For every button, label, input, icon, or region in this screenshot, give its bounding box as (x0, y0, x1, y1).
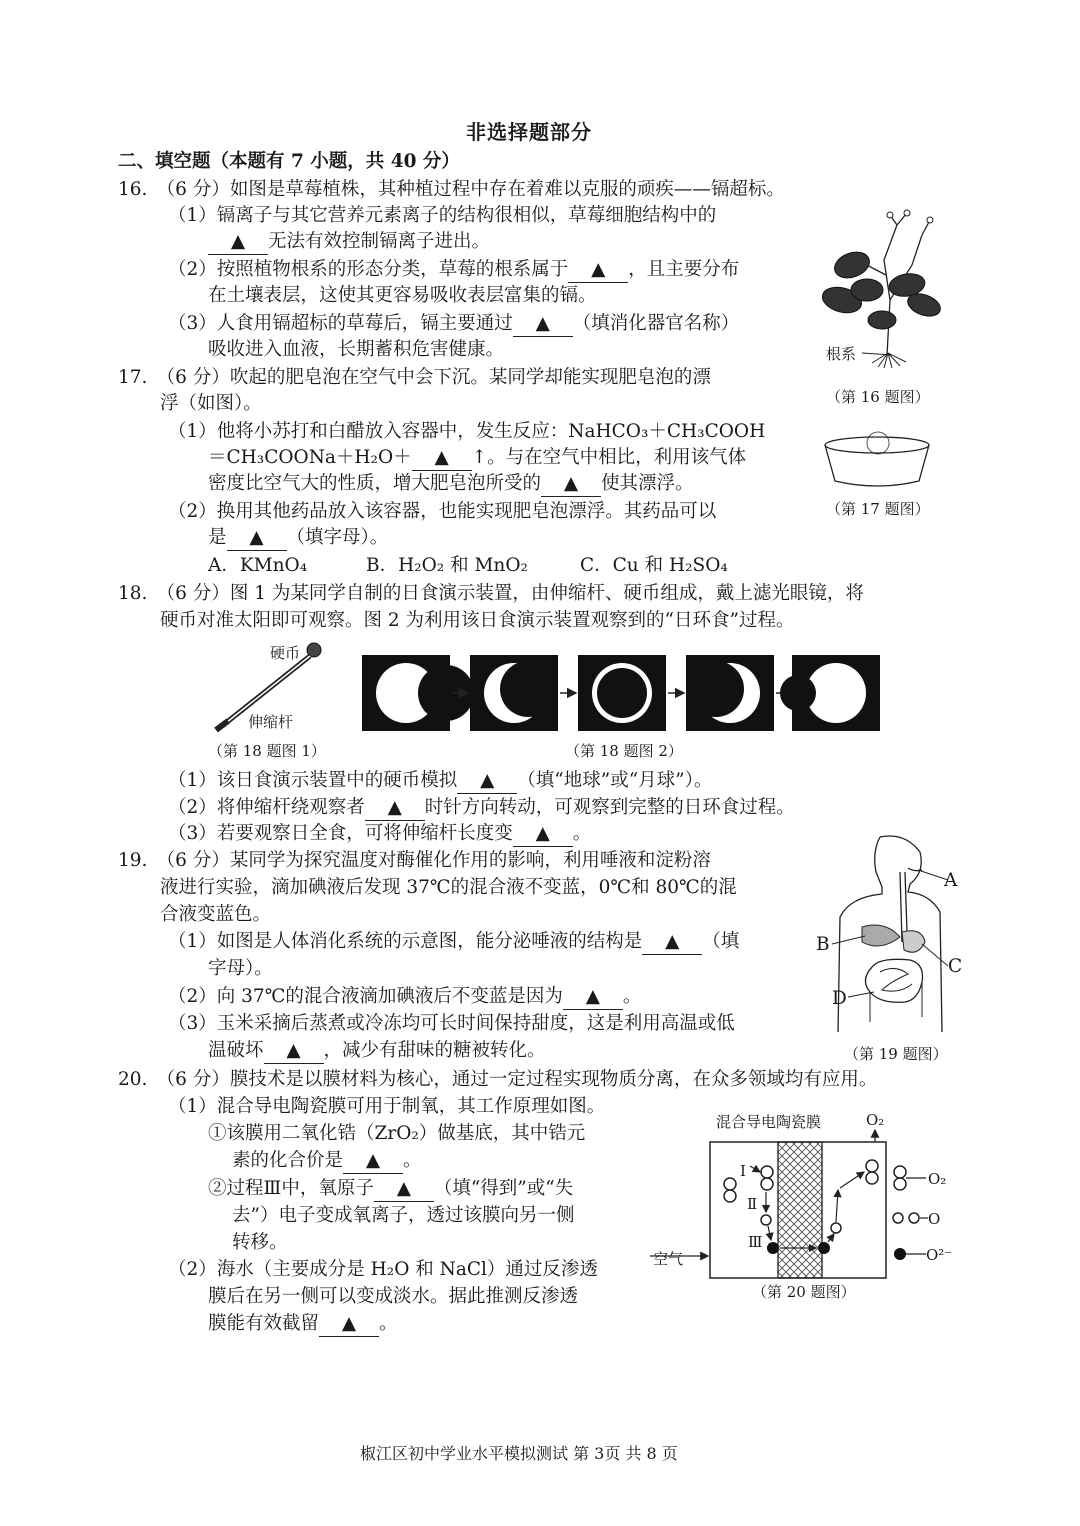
page-title: 非选择题部分 (466, 120, 592, 144)
q18-stem-line2: 硬币对准太阳即可观察。图 2 为利用该日食演示装置观察到的“日环食”过程。 (160, 610, 795, 631)
q20-part1: （1）混合导电陶瓷膜可用于制氧，其工作原理如图。 (168, 1096, 606, 1117)
q20-part2-line2: 膜后在另一侧可以变成淡水。据此推测反渗透 (208, 1286, 579, 1307)
q17-stem-line1: 17. （6 分）吹起的肥皂泡在空气中会下沉。某同学却能实现肥皂泡的漂 (118, 367, 711, 388)
q20-part1b-line1: ②过程Ⅲ中，氧原子 ▲ （填“得到”或“失 (208, 1177, 573, 1202)
label-c: C (948, 956, 963, 977)
answer-blank[interactable]: ▲ (642, 930, 702, 955)
step-3-label: Ⅲ (748, 1233, 763, 1251)
root-pointer-line (862, 350, 892, 356)
q16-part3-line1: （3）人食用镉超标的草莓后，镉主要通过 ▲ （填消化器官名称） (168, 312, 739, 337)
q17-part2-line1: （2）换用其他药品放入该容器，也能实现肥皂泡漂浮。其药品可以 (168, 501, 717, 522)
q18-caption-1: （第 18 题图 1） (208, 742, 326, 760)
air-label: 空气 (653, 1250, 684, 1268)
q17-part1-line1: （1）他将小苏打和白醋放入容器中，发生反应：NaHCO₃＋CH₃COOH (168, 421, 766, 442)
q19-stem-line2: 液进行实验，滴加碘液后发现 37℃的混合液不变蓝，0℃和 80℃的混 (160, 877, 737, 898)
answer-blank[interactable]: ▲ (541, 472, 601, 497)
q19-stem-line1: 19. （6 分）某同学为探究温度对酶催化作用的影响，利用唾液和淀粉溶 (118, 850, 711, 871)
root-label: 根系 (826, 345, 857, 363)
legend-o2minus: O²⁻ (926, 1246, 953, 1264)
rod-label: 伸缩杆 (248, 713, 294, 731)
q16-part2-line2: 在土壤表层，这使其更容易吸收表层富集的镉。 (208, 285, 597, 306)
page-footer: 椒江区初中学业水平模拟测试 第 3页 共 8 页 (360, 1444, 678, 1463)
eclipse-frame-5 (780, 655, 880, 731)
q17-option-b: B．H₂O₂ 和 MnO₂ (366, 555, 528, 576)
ceramic-membrane-diagram (650, 1128, 970, 1282)
q17-caption: （第 17 题图） (826, 500, 930, 518)
answer-blank[interactable]: ▲ (563, 985, 623, 1010)
answer-blank[interactable]: ▲ (264, 1039, 324, 1064)
q19-part3-line2: 温破坏 ▲ ，减少有甜味的糖被转化。 (208, 1039, 546, 1064)
q18-part3: （3）若要观察日全食，可将伸缩杆长度变 ▲ 。 (168, 822, 591, 847)
q19-part2: （2）向 37℃的混合液滴加碘液后不变蓝是因为 ▲ 。 (168, 985, 641, 1010)
q16-part1-line2: ▲ 无法有效控制镉离子进出。 (208, 230, 490, 255)
coin-label: 硬币 (270, 644, 301, 662)
q17-option-c: C．Cu 和 H₂SO₄ (580, 555, 728, 576)
legend-o2: O₂ (928, 1170, 947, 1188)
annular-eclipse-sequence (362, 655, 880, 733)
q19-part1-line1: （1）如图是人体消化系统的示意图，能分泌唾液的结构是 ▲ （填 (168, 930, 739, 955)
answer-blank[interactable]: ▲ (319, 1312, 379, 1337)
q19-part1-line2: 字母）。 (208, 958, 273, 979)
membrane-fig-title: 混合导电陶瓷膜 (716, 1113, 822, 1131)
label-b: B (816, 934, 830, 955)
legend-o: O (928, 1210, 941, 1228)
answer-blank[interactable]: ▲ (343, 1149, 403, 1174)
eclipse-frame-3 (578, 655, 666, 731)
q20-part2-line1: （2）海水（主要成分是 H₂O 和 NaCl）通过反渗透 (168, 1259, 598, 1280)
q20-part1b-line2: 去”）电子变成氧离子，透过该膜向另一侧 (232, 1205, 575, 1226)
q18-caption-2: （第 18 题图 2） (565, 742, 683, 760)
q16-part1-line1: （1）镉离子与其它营养元素离子的结构很相似，草莓细胞结构中的 (168, 205, 717, 226)
q20-caption: （第 20 题图） (752, 1283, 856, 1301)
q19-part3-line1: （3）玉米采摘后蒸煮或冷冻均可长时间保持甜度，这是利用高温或低 (168, 1013, 735, 1034)
q20-part1b-line3: 转移。 (232, 1232, 288, 1253)
step-2-label: Ⅱ (747, 1195, 758, 1213)
soap-bubble-basin-figure (820, 425, 935, 490)
q16-part3-line2: 吸收进入血液，长期蓄积危害健康。 (208, 339, 505, 360)
label-d: D (832, 988, 847, 1009)
step-1-label: Ⅰ (740, 1162, 746, 1180)
q20-part1a-line1: ①该膜用二氧化锆（ZrO₂）做基底，其中锆元 (208, 1123, 586, 1144)
q20-part2-line3: 膜能有效截留 ▲ 。 (208, 1312, 398, 1337)
answer-blank[interactable]: ▲ (568, 258, 628, 283)
eclipse-frame-2 (470, 655, 558, 731)
section-heading: 二、填空题（本题有 7 小题，共 40 分） (118, 151, 460, 172)
q19-stem-line3: 合液变蓝色。 (160, 904, 272, 925)
eclipse-frame-4 (686, 655, 774, 731)
q17-stem-line2: 浮（如图）。 (160, 393, 262, 414)
q18-part2: （2）将伸缩杆绕观察者 ▲ 时针方向转动，可观察到完整的日环食过程。 (168, 796, 795, 821)
q17-part1-line2: ＝CH₃COONa＋H₂O＋ ▲ ↑。与在空气中相比，利用该气体 (208, 446, 746, 471)
q20-stem: 20. （6 分）膜技术是以膜材料为核心，通过一定过程实现物质分离，在众多领域均有应用。 (118, 1069, 878, 1090)
answer-blank[interactable]: ▲ (208, 230, 268, 255)
answer-blank[interactable]: ▲ (227, 526, 287, 551)
q17-option-a: A．KMnO₄ (208, 555, 308, 576)
answer-blank[interactable]: ▲ (513, 822, 573, 847)
q18-stem-line1: 18. （6 分）图 1 为某同学自制的日食演示装置，由伸缩杆、硬币组成，戴上滤光眼镜，将 (118, 583, 864, 604)
q16-caption: （第 16 题图） (826, 388, 930, 406)
answer-blank[interactable]: ▲ (412, 446, 472, 471)
o2-top-label: O₂ (866, 1111, 885, 1129)
q18-part1: （1）该日食演示装置中的硬币模拟 ▲ （填“地球”或“月球”）。 (168, 769, 712, 794)
q16-part2-line1: （2）按照植物根系的形态分类，草莓的根系属于 ▲ ，且主要分布 (168, 258, 739, 283)
answer-blank[interactable]: ▲ (374, 1177, 434, 1202)
label-a: A (944, 870, 958, 891)
answer-blank[interactable]: ▲ (457, 769, 517, 794)
q17-part1-line3: 密度比空气大的性质，增大肥皂泡所受的 ▲ 使其漂浮。 (208, 472, 694, 497)
answer-blank[interactable]: ▲ (513, 312, 573, 337)
q16-stem: 16. （6 分）如图是草莓植株，其种植过程中存在着难以克服的顽疾——镉超标。 (118, 179, 785, 200)
q17-part2-line2: 是 ▲ （填字母）。 (208, 526, 388, 551)
q19-caption: （第 19 题图） (844, 1045, 948, 1063)
q20-part1a-line2: 素的化合价是 ▲ 。 (232, 1149, 422, 1174)
answer-blank[interactable]: ▲ (365, 796, 425, 821)
